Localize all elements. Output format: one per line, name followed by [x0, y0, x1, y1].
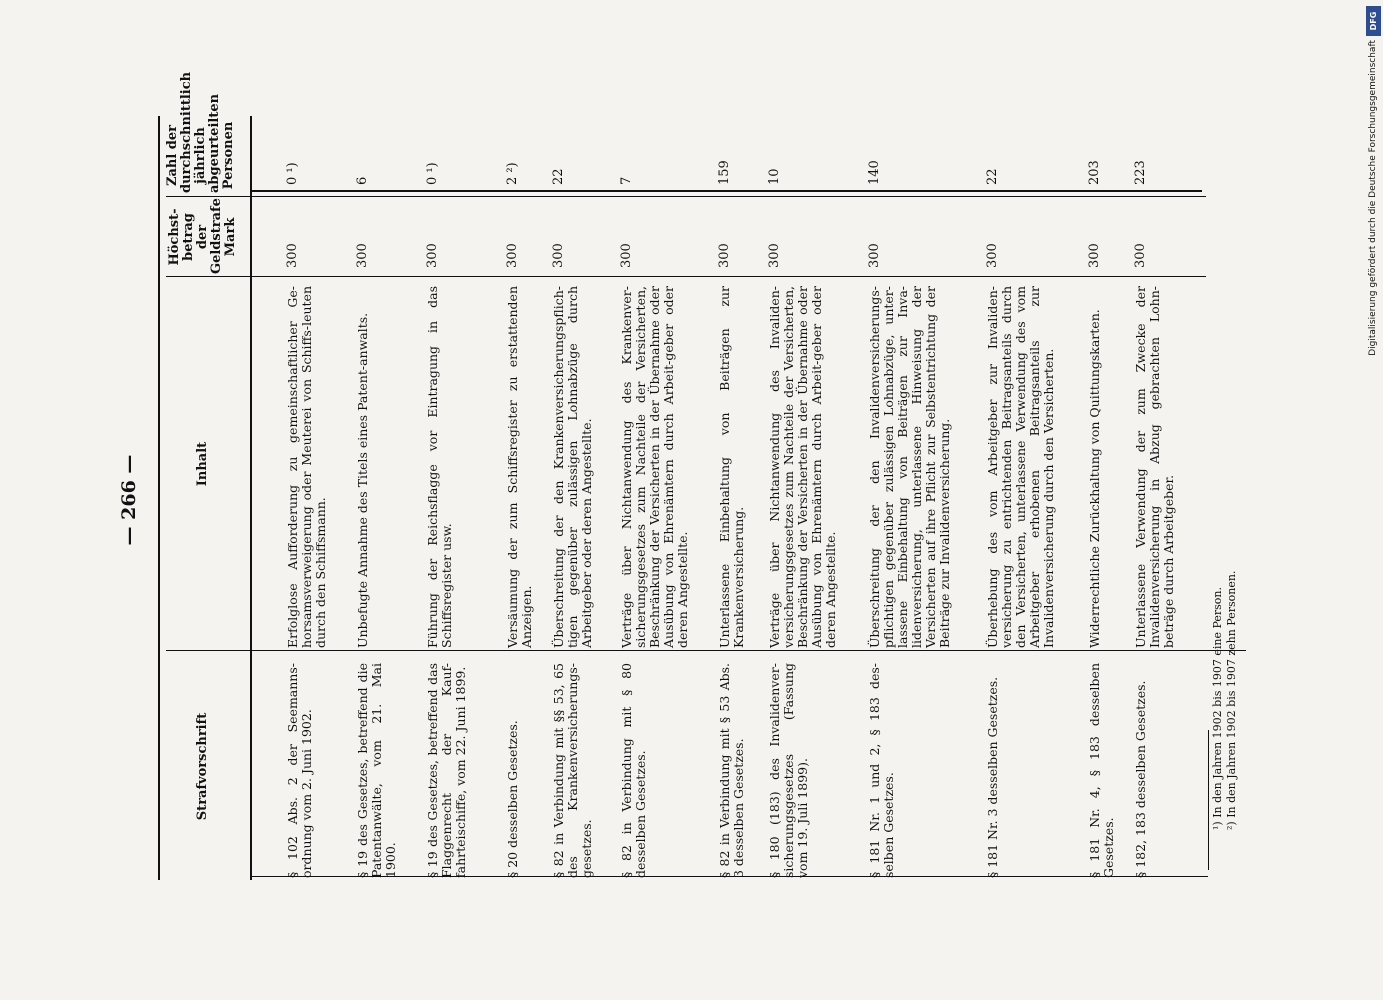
table-row-persons	[768, 126, 786, 185]
table-row-persons-text: 0 ¹)	[285, 162, 300, 185]
table-row-max-fine	[426, 206, 444, 268]
table-row-law	[426, 663, 498, 878]
table-row-persons-text: 22	[985, 168, 1000, 185]
table-row-content-text: Versäumung der zum Schiffsregister zu erstattenden Anzeigen.	[505, 286, 534, 648]
table-row-max-fine-text: 300	[551, 243, 566, 268]
table-row-persons	[986, 126, 1004, 185]
footnote-rule	[1208, 730, 1209, 870]
header-content	[196, 280, 228, 648]
table-row-max-fine-text: 300	[1087, 243, 1102, 268]
table-row-max-fine-text: 300	[867, 243, 882, 268]
table-row-persons	[868, 126, 886, 185]
table-row-persons-text: 159	[717, 160, 732, 185]
table-row-law	[552, 663, 614, 878]
footnote	[1212, 530, 1226, 830]
table-row-max-fine	[356, 206, 374, 268]
table-row-content-text: Unterlassene Einbehaltung von Beiträgen zur Krankenversicherung.	[717, 286, 746, 648]
dfg-logo: DFG	[1366, 6, 1381, 36]
table-row-content	[718, 286, 758, 648]
table-row-law-text: § 82 in Verbindung mit § 80 desselben Gesetzes.	[619, 663, 648, 878]
header-max-fine-text: Höchst-betrag der Geldstrafe Mark	[167, 198, 238, 274]
table-row-law	[620, 663, 710, 878]
table-row-content	[768, 286, 860, 648]
table-row-law-text: § 180 (183) des Invalidenver-sicherungsgesetzes (Fassung vom 19. Juli 1899).	[767, 663, 810, 878]
table-row-persons-text: 6	[355, 176, 370, 185]
table-row-content	[552, 286, 614, 648]
table-row-law-text: § 19 des Gesetzes, betreffend das Flaggenrecht der Kauf-fahrteischiffe, vom 22. Juni 1899.	[425, 663, 468, 878]
table-row-persons-text: 7	[619, 176, 634, 185]
table-row-law	[768, 663, 860, 878]
table-row-law-text: § 82 in Verbindung mit §§ 53, 65 des Krankenversicherungs-gesetzes.	[551, 663, 594, 878]
table-bottom-rule-persons	[252, 190, 1202, 192]
table-row-persons-text: 140	[867, 160, 882, 185]
table-row-persons	[426, 126, 444, 185]
header-persons-text: Zahl der durchschnittlich jährlich abgeurteilten Personen	[165, 71, 236, 193]
table-row-max-fine-text: 300	[985, 243, 1000, 268]
table-row-max-fine	[768, 206, 786, 268]
table-row-law	[986, 663, 1078, 878]
table-row-max-fine-text: 300	[355, 243, 370, 268]
table-row-max-fine-text: 300	[717, 243, 732, 268]
header-law-text: Strafvorschrift	[195, 712, 210, 821]
page-number: — 266 —	[118, 454, 140, 546]
table-row-persons-text: 203	[1087, 160, 1102, 185]
table-row-max-fine	[718, 206, 736, 268]
table-row-law	[286, 663, 348, 878]
table-row-law-text: § 20 desselben Gesetzes.	[505, 720, 520, 878]
table-row-persons	[1088, 126, 1106, 185]
table-row-law-text: § 182, 183 desselben Gesetzes.	[1133, 680, 1148, 878]
table-row-content	[426, 286, 498, 648]
table-row-max-fine-text: 300	[505, 243, 520, 268]
table-row-max-fine-text: 300	[767, 243, 782, 268]
table-row-content-text: Überschreitung der den Krankenversicherungspflich-tigen gegenüber zulässigen Lohnabzüge durch Arbeitgeber oder deren Angestellte.	[551, 286, 594, 648]
table-row-law	[1088, 663, 1128, 878]
table-row-content-text: Überhebung des vom Arbeitgeber zur Invaliden-versicherung zu entrichtenden Beitragsanteils durch den Versicherten, unterlassene Verwendung des vom Arbeitgeber erhobenen Beitragsanteils zur Invalidenversicherung durch den Versicherten.	[985, 286, 1056, 648]
table-row-law	[506, 663, 546, 878]
table-row-content-text: Widerrechtliche Zurückhaltung von Quittungskarten.	[1087, 309, 1102, 648]
dfg-credit	[1366, 6, 1383, 396]
table-row-content	[868, 286, 978, 648]
table-row-max-fine-text: 300	[425, 243, 440, 268]
table-row-content	[1134, 286, 1194, 648]
table-row-persons-text: 223	[1133, 160, 1148, 185]
table-row-max-fine	[1088, 206, 1106, 268]
table-row-persons-text: 22	[551, 168, 566, 185]
footnote	[1226, 530, 1240, 830]
table-row-content-text: Unterlassene Verwendung der zum Zwecke der Invalidenversicherung in Abzug gebrachten Lohn-beträge durch Arbeitgeber.	[1133, 286, 1176, 648]
header-content-text: Inhalt	[195, 441, 210, 487]
table-row-law	[356, 663, 418, 878]
table-row-content	[986, 286, 1078, 648]
table-row-max-fine	[1134, 206, 1152, 268]
table-top-rule	[158, 116, 160, 880]
table-row-persons	[286, 126, 304, 185]
col-rule-2	[166, 276, 1206, 277]
table-row-persons	[1134, 126, 1152, 185]
table-row-law	[868, 663, 978, 878]
table-row-max-fine-text: 300	[619, 243, 634, 268]
table-row-persons	[552, 126, 570, 185]
table-row-content-text: Führung der Reichsflagge vor Eintragung in das Schiffsregister usw.	[425, 286, 454, 648]
table-row-persons-text: 2 ²)	[505, 162, 520, 185]
footnote-text: ²) In den Jahren 1902 bis 1907 zehn Personen.	[1225, 570, 1238, 830]
table-row-content	[286, 286, 348, 648]
table-row-law-text: § 19 des Gesetzes, betreffend die Patentanwälte, vom 21. Mai 1900.	[355, 663, 398, 878]
table-row-persons	[718, 126, 736, 185]
table-row-content	[1088, 286, 1128, 648]
table-row-content	[356, 286, 418, 648]
table-row-content-text: Verträge über Nichtanwendung des Krankenver-sicherungsgesetzes zum Nachteile der Versicherten, Beschränkung der Versicherten in der Übernahme oder Ausübung von Ehrenämtern durch Arbeit-geber oder deren Angestellte.	[619, 286, 690, 648]
table-row-content	[506, 286, 546, 648]
table-row-law-text: § 181 Nr. 4, § 183 desselben Gesetzes.	[1087, 663, 1116, 878]
table-row-law	[1134, 663, 1194, 878]
header-max-fine	[168, 200, 248, 274]
table-row-persons-text: 10	[767, 168, 782, 185]
table-row-persons	[506, 126, 524, 185]
header-law	[196, 655, 228, 878]
table-row-max-fine	[552, 206, 570, 268]
table-row-law-text: § 102 Abs. 2 der Seemanns-ordnung vom 2. Juni 1902.	[285, 663, 314, 878]
col-rule-3	[166, 196, 1206, 197]
table-row-persons-text: 0 ¹)	[425, 162, 440, 185]
table-row-max-fine	[506, 206, 524, 268]
dfg-credit-text: Digitalisierung gefördert durch die Deutsche Forschungsgemeinschaft	[1368, 40, 1378, 356]
table-row-max-fine	[868, 206, 886, 268]
table-row-content-text: Verträge über Nichtanwendung des Invaliden-versicherungsgesetzes zum Nachteile der Versicherten, Beschränkung der Versicherten in der Übernahme oder Ausübung von Ehrenämtern durch Arbeit-geber oder deren Angestellte.	[767, 286, 838, 648]
col-rule-1	[166, 650, 1246, 651]
table-row-law	[718, 663, 758, 878]
table-row-persons	[356, 126, 374, 185]
footnote-text: ¹) In den Jahren 1902 bis 1907 eine Person.	[1211, 587, 1224, 830]
table-row-max-fine	[620, 206, 638, 268]
table-row-law-text: § 82 in Verbindung mit § 53 Abs. 3 desselben Gesetzes.	[717, 663, 746, 878]
table-row-persons	[620, 126, 638, 185]
table-row-law-text: § 181 Nr. 1 und 2, § 183 des-selben Gesetzes.	[867, 663, 896, 878]
table-row-content-text: Überschreitung der den Invalidenversicherungs-pflichtigen gegenüber zulässigen Lohnabzüge, unter-lassene Einbehaltung von Beiträgen zur Inva-lidenversicherung, unterlassene Hinweisung der Versicherten auf ihre Pflicht zur Selbstentrichtung der Beiträge zur Invalidenversicherung.	[867, 286, 952, 648]
header-persons	[165, 71, 248, 193]
table-row-content-text: Unbefugte Annahme des Titels eines Patent-anwalts.	[355, 312, 370, 648]
table-row-law-text: § 181 Nr. 3 desselben Gesetzes.	[985, 676, 1000, 878]
table-row-max-fine-text: 300	[285, 243, 300, 268]
header-bottom-rule	[250, 116, 252, 880]
table-row-max-fine	[986, 206, 1004, 268]
table-row-content	[620, 286, 710, 648]
table-row-max-fine	[286, 206, 304, 268]
table-row-content-text: Erfolglose Aufforderung zu gemeinschaftlicher Ge-horsamsverweigerung oder Meuterei von Schiffs-leuten durch den Schiffsmann.	[285, 286, 328, 648]
table-row-max-fine-text: 300	[1133, 243, 1148, 268]
